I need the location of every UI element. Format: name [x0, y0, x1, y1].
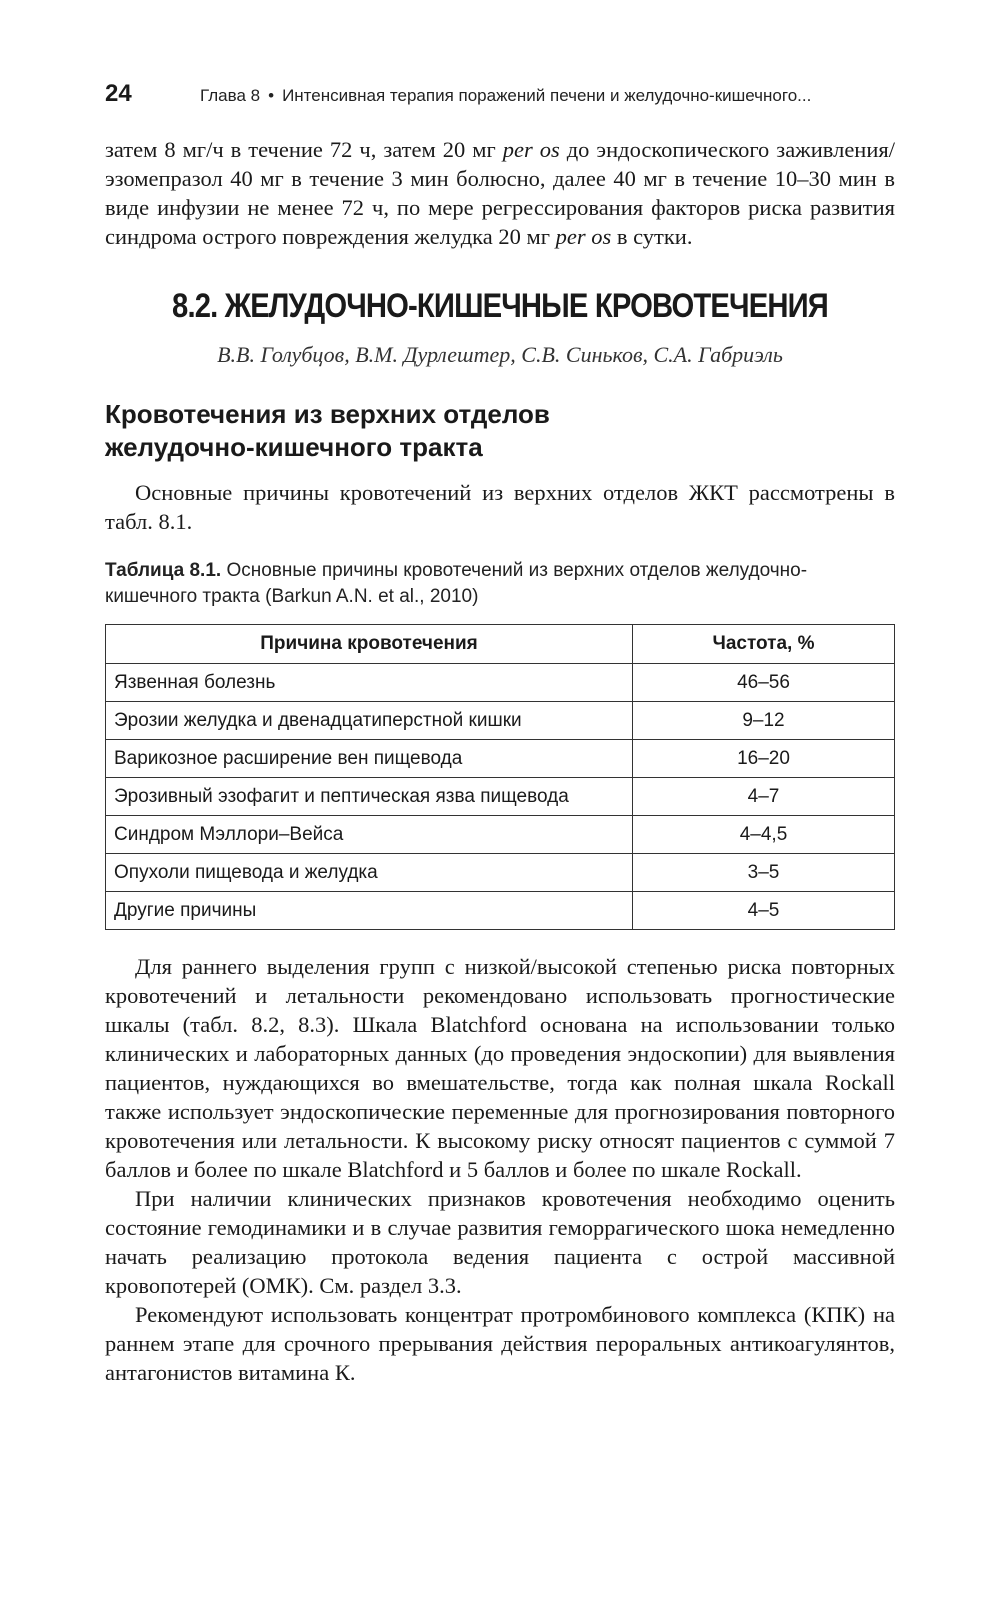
cause-cell: Синдром Мэллори–Вейса	[106, 816, 633, 854]
header-frequency: Частота, %	[633, 625, 895, 664]
cause-cell: Эрозивный эзофагит и пептическая язва пищевода	[106, 778, 633, 816]
subsection-title-line1: Кровотечения из верхних отделов	[105, 399, 550, 429]
subsection-intro: Основные причины кровотечений из верхних отделов ЖКТ рассмотрены в табл. 8.1.	[105, 480, 895, 534]
chapter-label: Глава 8	[200, 86, 261, 105]
subsection-title	[105, 398, 895, 464]
intro-paragraph	[105, 135, 895, 251]
page-number: 24	[105, 80, 132, 107]
cause-cell: Опухоли пищевода и желудка	[106, 854, 633, 892]
frequency-cell: 9–12	[633, 702, 895, 740]
table-caption-text: Основные причины кровотечений из верхних отделов желудочно-кишечного тракта (Barkun A.N. et al., 2010)	[105, 560, 808, 607]
causes-table	[105, 624, 895, 930]
table-caption	[105, 558, 895, 610]
cause-cell: Эрозии желудка и двенадцатиперстной кишки	[106, 702, 633, 740]
table-row	[106, 778, 895, 816]
section-authors: В.В. Голубцов, В.М. Дурлештер, С.В. Синьков, С.А. Габриэль	[217, 342, 783, 367]
table-row	[106, 740, 895, 778]
body-paragraph-pcc: Рекомендуют использовать концентрат протромбинового комплекса (КПК) на раннем этапе для срочного прерывания действия пероральных антикоагулянтов, антагонистов витамина К.	[105, 1302, 895, 1385]
frequency-cell: 3–5	[633, 854, 895, 892]
intro-text-1: затем 8 мг/ч в течение 72 ч, затем 20 мг	[105, 137, 503, 162]
table-row	[106, 854, 895, 892]
table-header-row	[106, 625, 895, 664]
body-paragraph-hemodynamics: При наличии клинических признаков кровотечения необходимо оценить состояние гемодинамики и в случае развития геморрагического шока немедленно начать реализацию протокола ведения пациента с острой массивной кровопотерей (ОМК). См. раздел 3.3.	[105, 1186, 895, 1298]
subsection-title-line2: желудочно-кишечного тракта	[105, 432, 483, 462]
chapter-title: Интенсивная терапия поражений печени и желудочно-кишечного...	[282, 86, 812, 105]
frequency-cell: 4–4,5	[633, 816, 895, 854]
table-caption-label: Таблица 8.1.	[105, 560, 222, 581]
cause-cell: Другие причины	[106, 892, 633, 930]
running-header	[105, 80, 895, 120]
header-cause: Причина кровотечения	[106, 625, 633, 664]
cause-cell: Язвенная болезнь	[106, 664, 633, 702]
frequency-cell: 16–20	[633, 740, 895, 778]
table-row	[106, 816, 895, 854]
frequency-cell: 4–7	[633, 778, 895, 816]
frequency-cell: 46–56	[633, 664, 895, 702]
intro-italic-1: per os	[502, 137, 560, 162]
page	[105, 80, 895, 1387]
table-row	[106, 892, 895, 930]
intro-text-2: до эндоскопического заживления/эзомепразол 40 мг в течение 3 мин болюсно, далее 40 мг в течение 10–30 мин в виде инфузии не менее 72 ч, по мере регрессирования факторов риска развития синдрома острого повреждения желудка 20 мг	[105, 137, 895, 249]
table-row	[106, 702, 895, 740]
intro-italic-2: per os	[555, 224, 612, 249]
table-row	[106, 664, 895, 702]
frequency-cell: 4–5	[633, 892, 895, 930]
intro-text-3: в сутки.	[611, 224, 693, 249]
cause-cell: Варикозное расширение вен пищевода	[106, 740, 633, 778]
section-title: 8.2. ЖЕЛУДОЧНО-КИШЕЧНЫЕ КРОВОТЕЧЕНИЯ	[172, 287, 828, 325]
bullet-icon: •	[268, 86, 275, 105]
running-title	[200, 86, 811, 106]
body-paragraph-risk-scales: Для раннего выделения групп с низкой/высокой степенью риска повторных кровотечений и летальности рекомендовано использовать прогностические шкалы (табл. 8.2, 8.3). Шкала Blatchford основана на использовании только клинических и лабораторных данных (до проведения эндоскопии) для выявления пациентов, нуждающихся во вмешательстве, тогда как полная шкала Rockall также использует эндоскопические переменные для прогнозирования повторного кровотечения или летальности. К высокому риску относят пациентов с суммой 7 баллов и более по шкале Blatchford и 5 баллов и более по шкале Rockall.	[105, 954, 895, 1182]
